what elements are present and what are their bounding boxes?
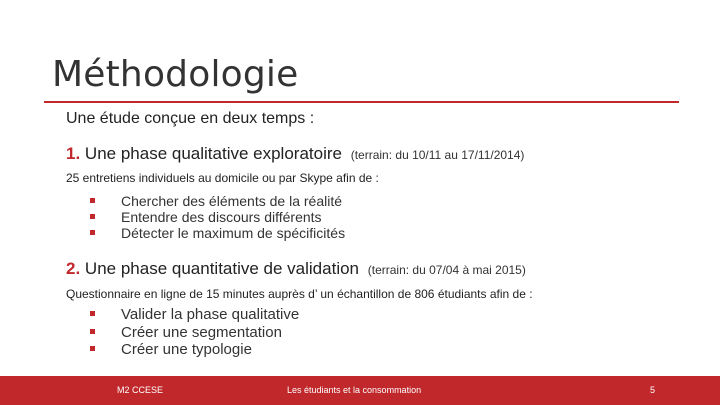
- phase-2-title: Une phase quantitative de validation: [84, 259, 360, 278]
- list-item: [90, 324, 299, 342]
- list-item-text: Valider la phase qualitative: [121, 306, 300, 323]
- phase-1-number: 1.: [66, 144, 81, 163]
- list-item-text: Détecter le maximum de spécificités: [121, 225, 346, 241]
- list-item-text: Créer une typologie: [121, 341, 252, 358]
- list-item-text: Entendre des discours différents: [121, 209, 322, 225]
- phase-2-number: 2.: [66, 259, 81, 278]
- intro-text: Une étude conçue en deux temps :: [66, 110, 315, 127]
- phase-2-description: Questionnaire en ligne de 15 minutes auprès d’ un échantillon de 806 étudiants afin de :: [66, 287, 533, 301]
- list-item: [90, 209, 345, 225]
- phase-1-bullet-list: [90, 193, 345, 241]
- phase-1-note: (terrain: du 10/11 au 17/11/2014): [350, 148, 525, 162]
- list-item: [90, 225, 345, 241]
- phase-1-title: Une phase qualitative exploratoire: [84, 144, 342, 163]
- list-item: [90, 193, 345, 209]
- title-underline: [44, 101, 679, 103]
- list-item: [90, 306, 299, 324]
- footer-course: M2 CCESE: [117, 385, 164, 395]
- slide-title: Méthodologie: [52, 54, 299, 95]
- square-bullet-icon: [90, 329, 95, 334]
- page-number: 5: [650, 385, 656, 395]
- phase-1-heading: [66, 144, 524, 164]
- phase-2-note: (terrain: du 07/04 à mai 2015): [367, 263, 526, 277]
- list-item: [90, 341, 299, 359]
- square-bullet-icon: [90, 346, 95, 351]
- footer-bar: [0, 376, 720, 405]
- phase-2-bullet-list: [90, 306, 299, 359]
- square-bullet-icon: [90, 198, 95, 203]
- phase-2-heading: [66, 259, 526, 279]
- square-bullet-icon: [90, 214, 95, 219]
- list-item-text: Chercher des éléments de la réalité: [121, 193, 343, 209]
- square-bullet-icon: [90, 311, 95, 316]
- list-item-text: Créer une segmentation: [121, 323, 282, 341]
- footer-topic: Les étudiants et la consommation: [287, 385, 422, 395]
- square-bullet-icon: [90, 230, 95, 235]
- phase-1-description: 25 entretiens individuels au domicile ou par Skype afin de :: [66, 171, 379, 185]
